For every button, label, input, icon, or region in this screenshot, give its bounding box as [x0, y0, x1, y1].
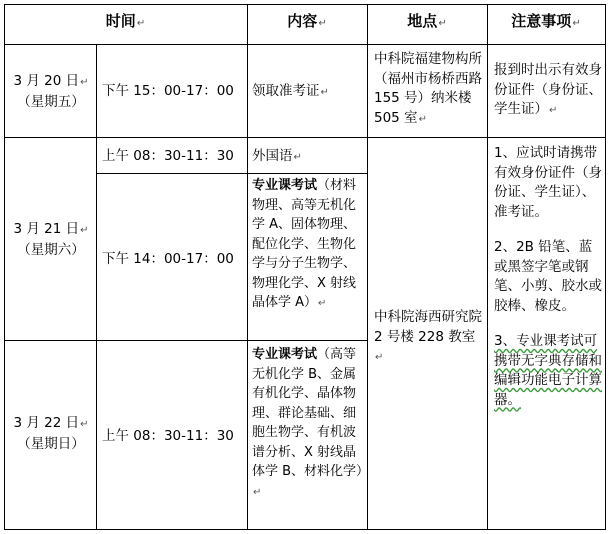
content-cell: 专业课考试（高等无机化学 B、金属有机化学、晶体物理、群论基础、细胞生物学、有机波谱分析、X 射线晶体学 B、材料化学）↵	[252, 347, 370, 498]
header-time: 时间↵	[105, 12, 146, 30]
exam-schedule-table	[4, 4, 606, 530]
time-cell: 上午 08：30-11：30	[102, 148, 234, 164]
time-cell: 上午 08：30-11：30	[102, 428, 234, 444]
location-cell: 中科院福建物构所（福州市杨桥西路 155 号）纳米楼 505 室↵	[374, 51, 482, 126]
notes-cell: 报到时出示有效身份证件（身份证、学生证）↵	[494, 62, 602, 117]
date-cell: 3 月 22 日↵ （星期日）	[13, 415, 89, 452]
header-content: 内容↵	[287, 12, 327, 30]
content-cell: 外国语↵	[252, 148, 302, 164]
shared-location-cell: 中科院海西研究院 2 号楼 228 教室↵	[374, 309, 482, 363]
time-cell: 下午 15：00-17：00	[102, 83, 234, 99]
date-cell: 3 月 21 日↵ （星期六）	[13, 221, 89, 258]
header-notes: 注意事项↵	[511, 12, 581, 30]
header-location: 地点↵	[407, 12, 447, 30]
time-cell: 下午 14：00-17：00	[102, 251, 234, 267]
content-cell: 专业课考试（材料物理、高等无机化学 A、固体物理、配位化学、生物化学与分子生物学、物理化学、X 射线晶体学 A）↵	[252, 178, 357, 310]
date-cell: 3 月 20 日↵ （星期五）	[13, 73, 89, 110]
content-cell: 领取准考证↵	[252, 83, 329, 99]
shared-notes-cell: 1、应试时请携带有效身份证件（身份证、学生证）、准考证。 2、2B 铅笔、蓝或黑签字笔或钢笔、小剪、胶水或胶棒、橡皮。 3、专业课考试可携带无字典存储和编辑功能电子计算器。	[494, 145, 602, 408]
